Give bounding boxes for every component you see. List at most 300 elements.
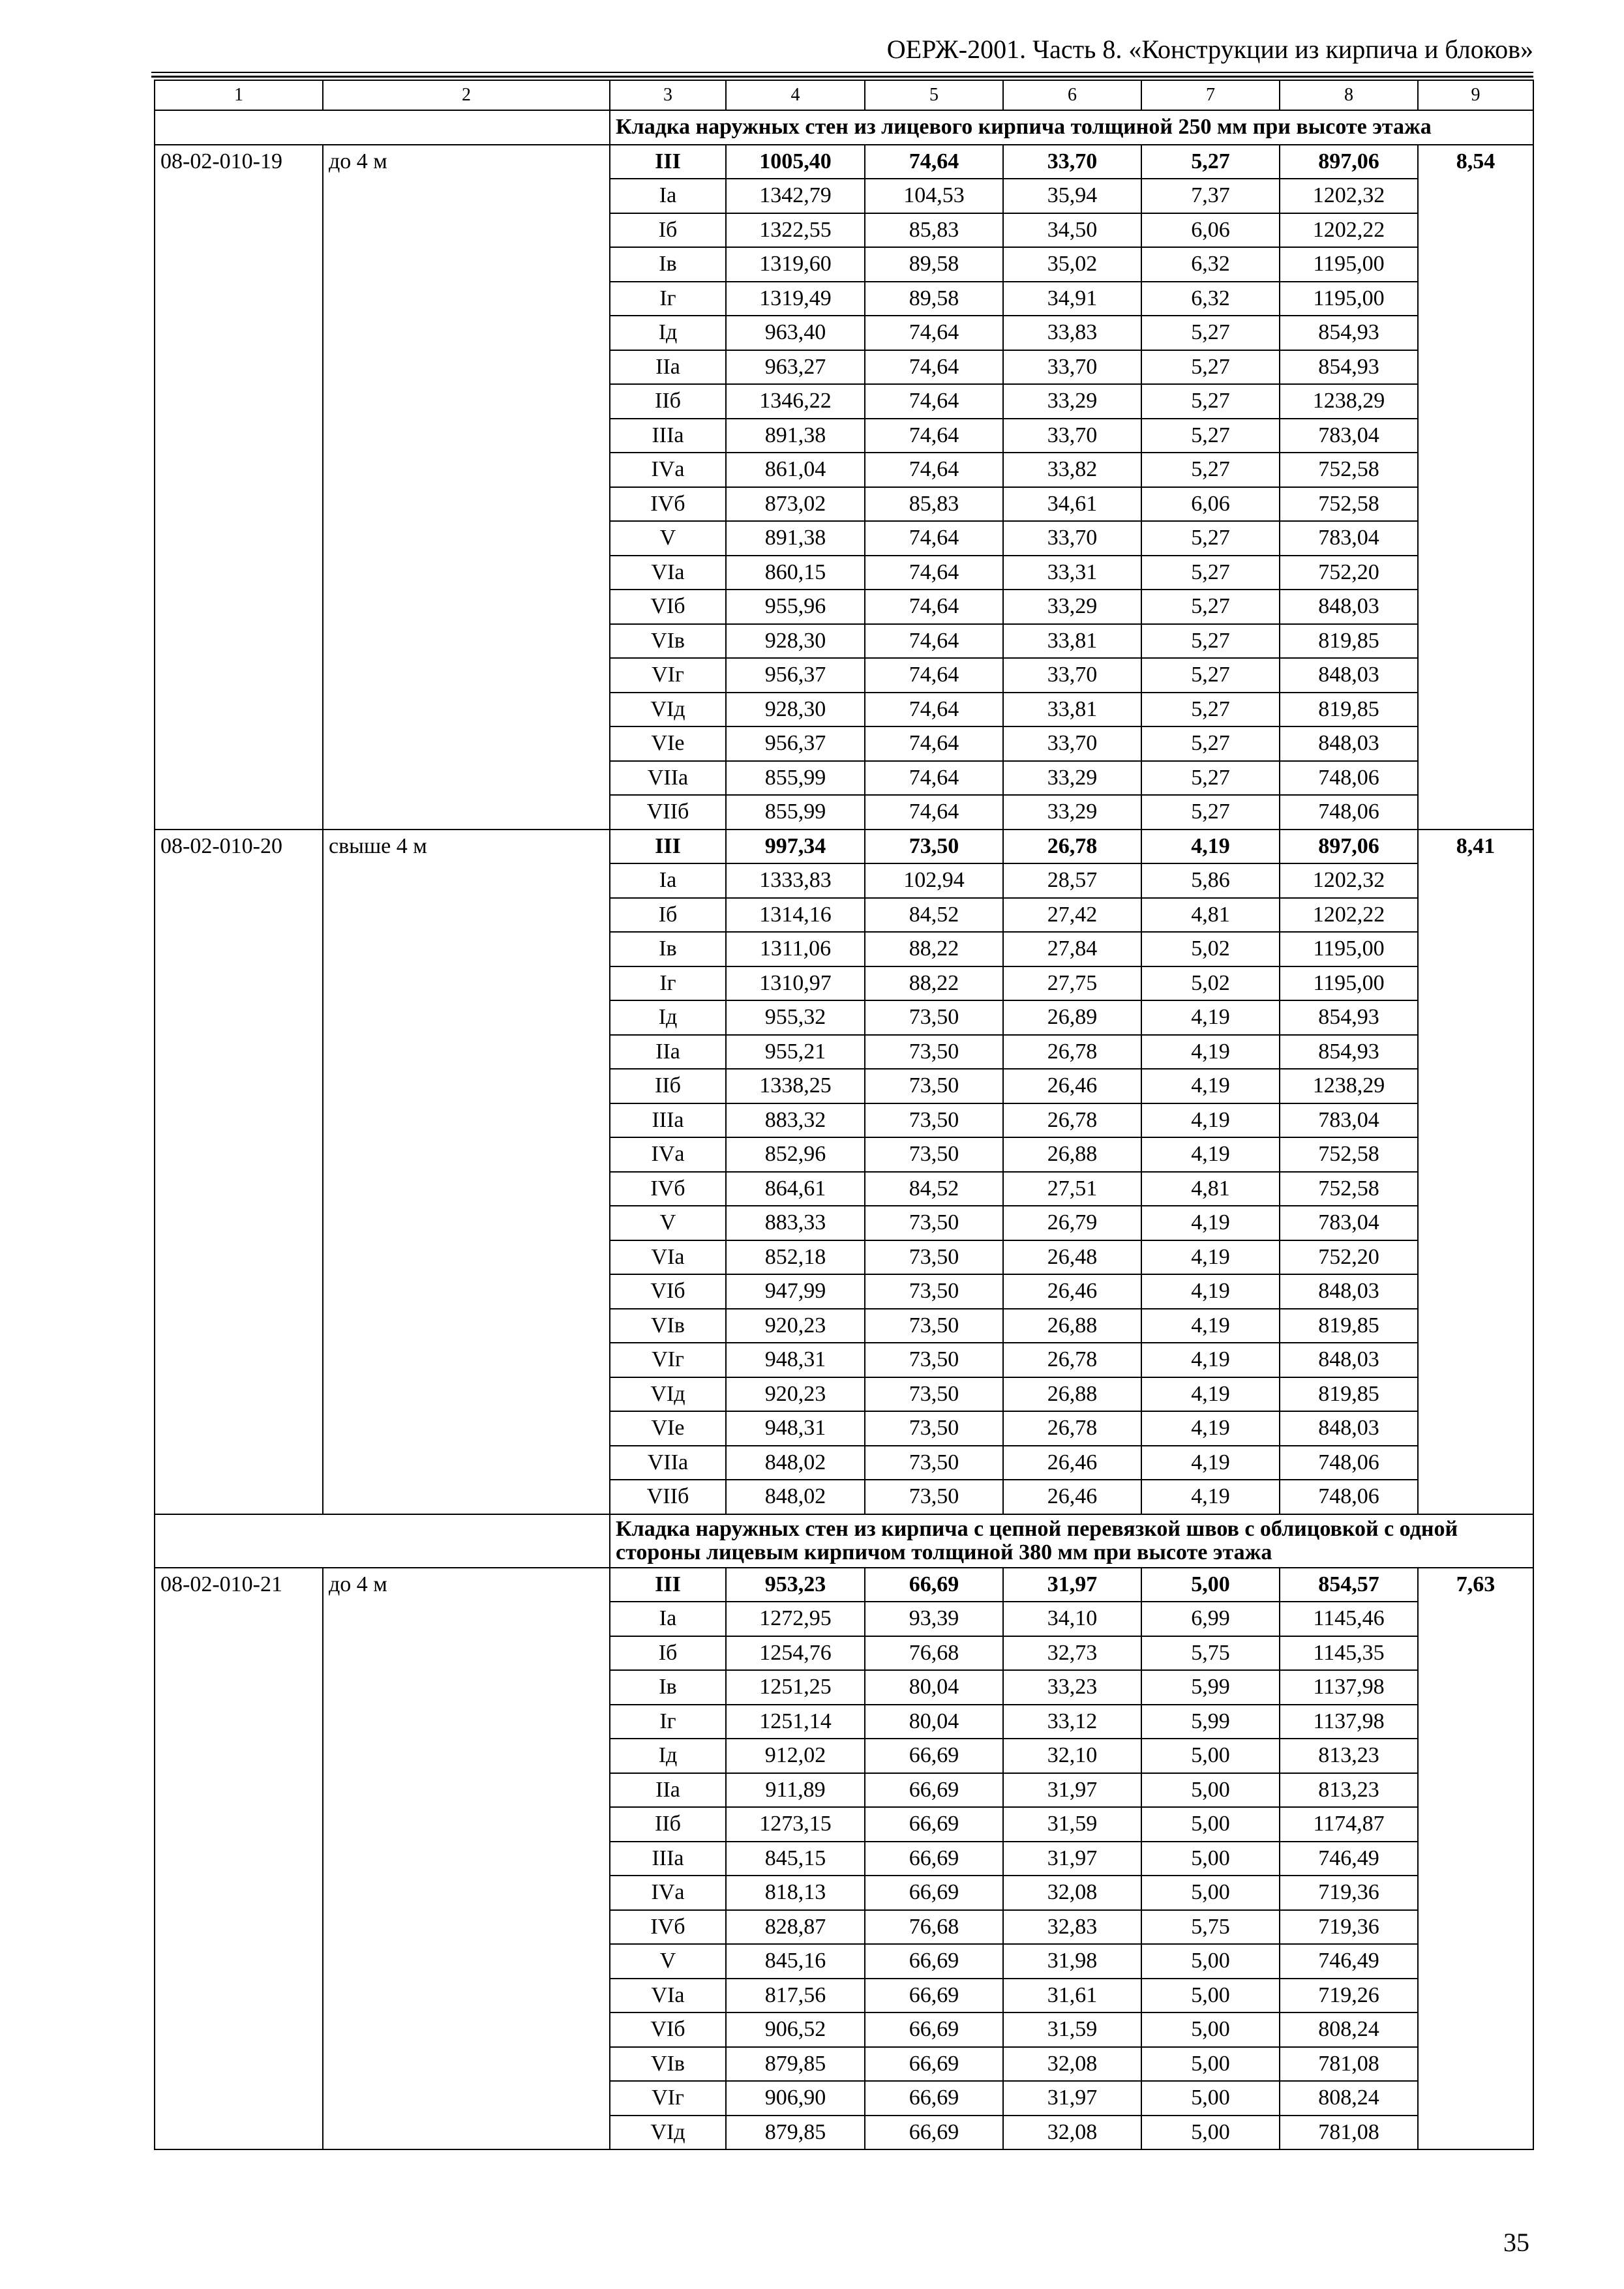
value-cell: 26,78 (1003, 1035, 1141, 1070)
value-cell: 33,12 (1003, 1705, 1141, 1739)
value-cell: 33,83 (1003, 316, 1141, 350)
value-cell: 953,23 (726, 1568, 865, 1602)
value-cell: 26,78 (1003, 830, 1141, 864)
value-cell: 5,00 (1141, 2047, 1280, 2082)
zone-cell: Iв (610, 1670, 726, 1705)
zone-cell: IIа (610, 1773, 726, 1808)
value-cell: 74,64 (865, 761, 1003, 796)
value-cell: 33,70 (1003, 658, 1141, 693)
section-title: Кладка наружных стен из кирпича с цепной перевязкой швов с облицовкой с одной стороны лицевым кирпичом толщиной 380 мм при высоте этажа (610, 1514, 1533, 1568)
value-cell: 5,00 (1141, 1568, 1280, 1602)
value-cell: 1202,32 (1280, 863, 1418, 898)
value-cell: 783,04 (1280, 1206, 1418, 1240)
value-cell: 864,61 (726, 1172, 865, 1206)
value-cell: 855,99 (726, 795, 865, 830)
zone-cell: VIг (610, 658, 726, 693)
value-cell: 1195,00 (1280, 932, 1418, 966)
value-cell: 5,99 (1141, 1670, 1280, 1705)
value-cell: 848,03 (1280, 1274, 1418, 1309)
zone-cell: VIа (610, 556, 726, 590)
value-cell: 4,19 (1141, 1309, 1280, 1343)
value-cell: 66,69 (865, 1568, 1003, 1602)
header-rule-thick (151, 76, 1533, 78)
zone-cell: VIг (610, 2081, 726, 2116)
value-cell: 73,50 (865, 1035, 1003, 1070)
value-cell: 852,18 (726, 1240, 865, 1275)
value-cell: 66,69 (865, 1807, 1003, 1842)
value-cell: 33,82 (1003, 453, 1141, 487)
value-cell: 35,02 (1003, 247, 1141, 282)
zone-cell: Iв (610, 247, 726, 282)
value-cell: 66,69 (865, 1739, 1003, 1773)
value-cell: 5,00 (1141, 1944, 1280, 1979)
value-cell: 1238,29 (1280, 1069, 1418, 1103)
value-cell: 26,78 (1003, 1411, 1141, 1446)
value-cell: 33,70 (1003, 419, 1141, 453)
value-cell: 5,02 (1141, 966, 1280, 1001)
rate-description: до 4 м (323, 145, 610, 830)
value-cell: 26,46 (1003, 1069, 1141, 1103)
value-cell: 746,49 (1280, 1842, 1418, 1876)
value-cell: 74,64 (865, 556, 1003, 590)
value-cell: 33,29 (1003, 761, 1141, 796)
zone-cell: Iа (610, 179, 726, 213)
value-cell: 752,58 (1280, 1137, 1418, 1172)
value-cell: 1310,97 (726, 966, 865, 1001)
zone-cell: Iа (610, 1602, 726, 1636)
zone-cell: VIб (610, 2012, 726, 2047)
value-cell: 783,04 (1280, 419, 1418, 453)
zone-cell: VIг (610, 1343, 726, 1377)
value-cell: 1319,49 (726, 282, 865, 316)
value-cell: 32,08 (1003, 2047, 1141, 2082)
value-cell: 73,50 (865, 1000, 1003, 1035)
value-cell: 27,51 (1003, 1172, 1141, 1206)
value-cell: 5,99 (1141, 1705, 1280, 1739)
value-cell: 1273,15 (726, 1807, 865, 1842)
value-cell: 73,50 (865, 1309, 1003, 1343)
column-number: 1 (155, 80, 323, 110)
zone-cell: IIIа (610, 1103, 726, 1138)
value-cell: 32,83 (1003, 1910, 1141, 1945)
value-cell: 4,19 (1141, 830, 1280, 864)
zone-cell: III (610, 830, 726, 864)
value-cell: 906,52 (726, 2012, 865, 2047)
zone-cell: VIIа (610, 761, 726, 796)
value-cell: 719,36 (1280, 1876, 1418, 1910)
value-cell: 73,50 (865, 1480, 1003, 1514)
value-cell: 33,29 (1003, 795, 1141, 830)
value-cell: 1342,79 (726, 179, 865, 213)
value-cell: 4,81 (1141, 1172, 1280, 1206)
value-cell: 74,64 (865, 795, 1003, 830)
value-cell: 1195,00 (1280, 247, 1418, 282)
zone-cell: VIв (610, 2047, 726, 2082)
value-cell: 32,10 (1003, 1739, 1141, 1773)
column-number: 5 (865, 80, 1003, 110)
value-cell: 845,15 (726, 1842, 865, 1876)
zone-cell: VIIб (610, 795, 726, 830)
value-cell: 948,31 (726, 1343, 865, 1377)
value-cell: 84,52 (865, 1172, 1003, 1206)
value-cell: 1195,00 (1280, 966, 1418, 1001)
value-cell: 997,34 (726, 830, 865, 864)
value-cell: 1145,46 (1280, 1602, 1418, 1636)
value-cell: 4,19 (1141, 1343, 1280, 1377)
value-cell: 854,93 (1280, 1035, 1418, 1070)
value-cell: 26,88 (1003, 1377, 1141, 1412)
value-cell: 819,85 (1280, 624, 1418, 659)
value-cell: 33,70 (1003, 350, 1141, 385)
value-cell: 879,85 (726, 2047, 865, 2082)
value-cell: 26,48 (1003, 1240, 1141, 1275)
zone-cell: III (610, 145, 726, 179)
value-cell: 4,19 (1141, 1000, 1280, 1035)
value-cell: 26,89 (1003, 1000, 1141, 1035)
value-cell: 920,23 (726, 1309, 865, 1343)
zone-cell: IVб (610, 1910, 726, 1945)
value-cell: 5,02 (1141, 932, 1280, 966)
value-cell: 73,50 (865, 1103, 1003, 1138)
value-cell: 31,97 (1003, 2081, 1141, 2116)
value-cell: 34,10 (1003, 1602, 1141, 1636)
value-cell: 66,69 (865, 2116, 1003, 2150)
value-cell: 66,69 (865, 2012, 1003, 2047)
value-cell: 4,19 (1141, 1137, 1280, 1172)
value-cell: 74,64 (865, 453, 1003, 487)
rate-description: свыше 4 м (323, 830, 610, 1514)
value-cell: 783,04 (1280, 521, 1418, 556)
value-cell: 85,83 (865, 487, 1003, 522)
value-cell: 808,24 (1280, 2081, 1418, 2116)
value-cell: 33,29 (1003, 384, 1141, 419)
value-cell: 32,08 (1003, 1876, 1141, 1910)
value-cell: 5,86 (1141, 863, 1280, 898)
value-cell: 34,50 (1003, 213, 1141, 248)
value-cell: 66,69 (865, 1842, 1003, 1876)
value-cell: 33,23 (1003, 1670, 1141, 1705)
rate-description: до 4 м (323, 1568, 610, 2150)
zone-cell: Iа (610, 863, 726, 898)
value-cell: 818,13 (726, 1876, 865, 1910)
rate-code: 08-02-010-21 (155, 1568, 323, 2150)
zone-cell: IIб (610, 384, 726, 419)
zone-cell: VIб (610, 590, 726, 624)
zone-cell: IIб (610, 1069, 726, 1103)
value-cell: 813,23 (1280, 1773, 1418, 1808)
value-cell: 955,96 (726, 590, 865, 624)
zone-cell: VIд (610, 2116, 726, 2150)
zone-cell: VIIа (610, 1446, 726, 1480)
value-cell: 911,89 (726, 1773, 865, 1808)
value-cell: 948,31 (726, 1411, 865, 1446)
value-cell: 808,24 (1280, 2012, 1418, 2047)
zone-cell: IVа (610, 453, 726, 487)
value-cell: 74,64 (865, 658, 1003, 693)
value-cell: 73,50 (865, 1411, 1003, 1446)
value-cell: 5,27 (1141, 726, 1280, 761)
value-cell: 33,81 (1003, 624, 1141, 659)
value-cell: 74,64 (865, 384, 1003, 419)
zone-cell: VIе (610, 726, 726, 761)
value-cell: 5,00 (1141, 1807, 1280, 1842)
value-cell: 719,36 (1280, 1910, 1418, 1945)
value-cell: 854,93 (1280, 316, 1418, 350)
value-cell: 73,50 (865, 1377, 1003, 1412)
value-cell: 80,04 (865, 1670, 1003, 1705)
table-row (155, 1568, 1533, 1602)
column-number: 4 (726, 80, 865, 110)
value-cell: 848,03 (1280, 1411, 1418, 1446)
value-cell: 5,27 (1141, 350, 1280, 385)
value-cell: 955,21 (726, 1035, 865, 1070)
value-cell: 5,27 (1141, 624, 1280, 659)
value-cell: 781,08 (1280, 2047, 1418, 2082)
value-cell: 31,97 (1003, 1773, 1141, 1808)
value-cell: 26,78 (1003, 1103, 1141, 1138)
value-cell: 31,59 (1003, 2012, 1141, 2047)
value-cell: 819,85 (1280, 693, 1418, 727)
zone-cell: Iд (610, 1000, 726, 1035)
value-cell: 781,08 (1280, 2116, 1418, 2150)
value-cell: 27,42 (1003, 898, 1141, 933)
rates-table (154, 80, 1534, 2150)
value-cell: 963,40 (726, 316, 865, 350)
value-cell: 860,15 (726, 556, 865, 590)
labor-cost-cell: 8,41 (1418, 830, 1533, 1514)
value-cell: 748,06 (1280, 1446, 1418, 1480)
value-cell: 854,93 (1280, 350, 1418, 385)
value-cell: 1333,83 (726, 863, 865, 898)
value-cell: 5,27 (1141, 693, 1280, 727)
value-cell: 32,73 (1003, 1636, 1141, 1671)
value-cell: 74,64 (865, 316, 1003, 350)
zone-cell: VIд (610, 1377, 726, 1412)
value-cell: 74,64 (865, 350, 1003, 385)
value-cell: 752,58 (1280, 453, 1418, 487)
value-cell: 33,70 (1003, 726, 1141, 761)
value-cell: 848,03 (1280, 658, 1418, 693)
value-cell: 26,78 (1003, 1343, 1141, 1377)
value-cell: 5,27 (1141, 658, 1280, 693)
value-cell: 31,59 (1003, 1807, 1141, 1842)
value-cell: 746,49 (1280, 1944, 1418, 1979)
zone-cell: IIа (610, 350, 726, 385)
value-cell: 26,46 (1003, 1480, 1141, 1514)
column-number: 3 (610, 80, 726, 110)
value-cell: 5,27 (1141, 419, 1280, 453)
value-cell: 4,19 (1141, 1480, 1280, 1514)
value-cell: 4,19 (1141, 1206, 1280, 1240)
value-cell: 1254,76 (726, 1636, 865, 1671)
value-cell: 817,56 (726, 1979, 865, 2013)
zone-cell: Iг (610, 1705, 726, 1739)
zone-cell: IIб (610, 1807, 726, 1842)
value-cell: 5,27 (1141, 384, 1280, 419)
value-cell: 73,50 (865, 1240, 1003, 1275)
value-cell: 4,19 (1141, 1069, 1280, 1103)
labor-cost-cell: 8,54 (1418, 145, 1533, 830)
section-header-row (155, 110, 1533, 145)
value-cell: 819,85 (1280, 1377, 1418, 1412)
value-cell: 5,27 (1141, 521, 1280, 556)
value-cell: 93,39 (865, 1602, 1003, 1636)
value-cell: 1145,35 (1280, 1636, 1418, 1671)
value-cell: 928,30 (726, 693, 865, 727)
value-cell: 5,75 (1141, 1636, 1280, 1671)
zone-cell: Iд (610, 316, 726, 350)
zone-cell: III (610, 1568, 726, 1602)
zone-cell: VIа (610, 1979, 726, 2013)
value-cell: 6,06 (1141, 213, 1280, 248)
zone-cell: VIв (610, 624, 726, 659)
value-cell: 33,31 (1003, 556, 1141, 590)
value-cell: 6,06 (1141, 487, 1280, 522)
value-cell: 89,58 (865, 247, 1003, 282)
value-cell: 35,94 (1003, 179, 1141, 213)
value-cell: 5,27 (1141, 556, 1280, 590)
value-cell: 33,29 (1003, 590, 1141, 624)
value-cell: 955,32 (726, 1000, 865, 1035)
table-row (155, 145, 1533, 179)
value-cell: 74,64 (865, 521, 1003, 556)
zone-cell: VIв (610, 1309, 726, 1343)
value-cell: 5,00 (1141, 1979, 1280, 2013)
value-cell: 89,58 (865, 282, 1003, 316)
value-cell: 74,64 (865, 624, 1003, 659)
value-cell: 66,69 (865, 2047, 1003, 2082)
value-cell: 33,81 (1003, 693, 1141, 727)
value-cell: 879,85 (726, 2116, 865, 2150)
zone-cell: IVб (610, 1172, 726, 1206)
value-cell: 66,69 (865, 1944, 1003, 1979)
value-cell: 873,02 (726, 487, 865, 522)
value-cell: 4,19 (1141, 1274, 1280, 1309)
value-cell: 963,27 (726, 350, 865, 385)
section-header-blank (155, 110, 610, 145)
value-cell: 845,16 (726, 1944, 865, 1979)
value-cell: 906,90 (726, 2081, 865, 2116)
value-cell: 1319,60 (726, 247, 865, 282)
value-cell: 84,52 (865, 898, 1003, 933)
value-cell: 73,50 (865, 1446, 1003, 1480)
value-cell: 33,70 (1003, 521, 1141, 556)
value-cell: 32,08 (1003, 2116, 1141, 2150)
value-cell: 5,00 (1141, 1773, 1280, 1808)
zone-cell: Iб (610, 898, 726, 933)
value-cell: 5,27 (1141, 761, 1280, 796)
value-cell: 1251,25 (726, 1670, 865, 1705)
value-cell: 85,83 (865, 213, 1003, 248)
value-cell: 4,19 (1141, 1103, 1280, 1138)
value-cell: 1195,00 (1280, 282, 1418, 316)
value-cell: 1202,22 (1280, 898, 1418, 933)
value-cell: 74,64 (865, 693, 1003, 727)
value-cell: 66,69 (865, 1773, 1003, 1808)
value-cell: 73,50 (865, 1069, 1003, 1103)
value-cell: 5,27 (1141, 316, 1280, 350)
value-cell: 5,00 (1141, 1842, 1280, 1876)
column-number: 7 (1141, 80, 1280, 110)
value-cell: 26,88 (1003, 1309, 1141, 1343)
value-cell: 73,50 (865, 1206, 1003, 1240)
value-cell: 66,69 (865, 1979, 1003, 2013)
value-cell: 956,37 (726, 726, 865, 761)
zone-cell: IVа (610, 1876, 726, 1910)
value-cell: 819,85 (1280, 1309, 1418, 1343)
value-cell: 31,61 (1003, 1979, 1141, 2013)
value-cell: 1322,55 (726, 213, 865, 248)
zone-cell: VIIб (610, 1480, 726, 1514)
value-cell: 34,61 (1003, 487, 1141, 522)
value-cell: 5,27 (1141, 453, 1280, 487)
value-cell: 6,32 (1141, 282, 1280, 316)
section-header-row (155, 1514, 1533, 1568)
zone-cell: Iб (610, 213, 726, 248)
value-cell: 719,26 (1280, 1979, 1418, 2013)
value-cell: 5,27 (1141, 145, 1280, 179)
value-cell: 947,99 (726, 1274, 865, 1309)
section-title: Кладка наружных стен из лицевого кирпича толщиной 250 мм при высоте этажа (610, 110, 1533, 145)
value-cell: 752,20 (1280, 556, 1418, 590)
zone-cell: Iб (610, 1636, 726, 1671)
value-cell: 848,03 (1280, 726, 1418, 761)
value-cell: 5,27 (1141, 590, 1280, 624)
value-cell: 4,19 (1141, 1377, 1280, 1412)
value-cell: 1272,95 (726, 1602, 865, 1636)
column-number-row (155, 80, 1533, 110)
value-cell: 73,50 (865, 1343, 1003, 1377)
value-cell: 1346,22 (726, 384, 865, 419)
value-cell: 4,19 (1141, 1446, 1280, 1480)
value-cell: 26,79 (1003, 1206, 1141, 1240)
value-cell: 1005,40 (726, 145, 865, 179)
rate-code: 08-02-010-20 (155, 830, 323, 1514)
zone-cell: VIд (610, 693, 726, 727)
value-cell: 828,87 (726, 1910, 865, 1945)
value-cell: 74,64 (865, 145, 1003, 179)
value-cell: 88,22 (865, 966, 1003, 1001)
value-cell: 861,04 (726, 453, 865, 487)
page-header: ОЕРЖ-2001. Часть 8. «Конструкции из кирпича и блоков» (886, 35, 1533, 64)
value-cell: 33,70 (1003, 145, 1141, 179)
value-cell: 31,97 (1003, 1568, 1141, 1602)
value-cell: 6,32 (1141, 247, 1280, 282)
value-cell: 1137,98 (1280, 1705, 1418, 1739)
column-number: 6 (1003, 80, 1141, 110)
value-cell: 854,93 (1280, 1000, 1418, 1035)
zone-cell: IIIа (610, 419, 726, 453)
value-cell: 66,69 (865, 2081, 1003, 2116)
value-cell: 883,32 (726, 1103, 865, 1138)
value-cell: 883,33 (726, 1206, 865, 1240)
value-cell: 1314,16 (726, 898, 865, 933)
value-cell: 34,91 (1003, 282, 1141, 316)
value-cell: 891,38 (726, 419, 865, 453)
value-cell: 1202,22 (1280, 213, 1418, 248)
page-number: 35 (1503, 2228, 1529, 2257)
value-cell: 73,50 (865, 1137, 1003, 1172)
value-cell: 748,06 (1280, 795, 1418, 830)
value-cell: 748,06 (1280, 761, 1418, 796)
column-number: 8 (1280, 80, 1418, 110)
value-cell: 5,75 (1141, 1910, 1280, 1945)
value-cell: 26,46 (1003, 1446, 1141, 1480)
value-cell: 4,19 (1141, 1035, 1280, 1070)
labor-cost-cell: 7,63 (1418, 1568, 1533, 2150)
value-cell: 783,04 (1280, 1103, 1418, 1138)
section-header-blank (155, 1514, 610, 1568)
